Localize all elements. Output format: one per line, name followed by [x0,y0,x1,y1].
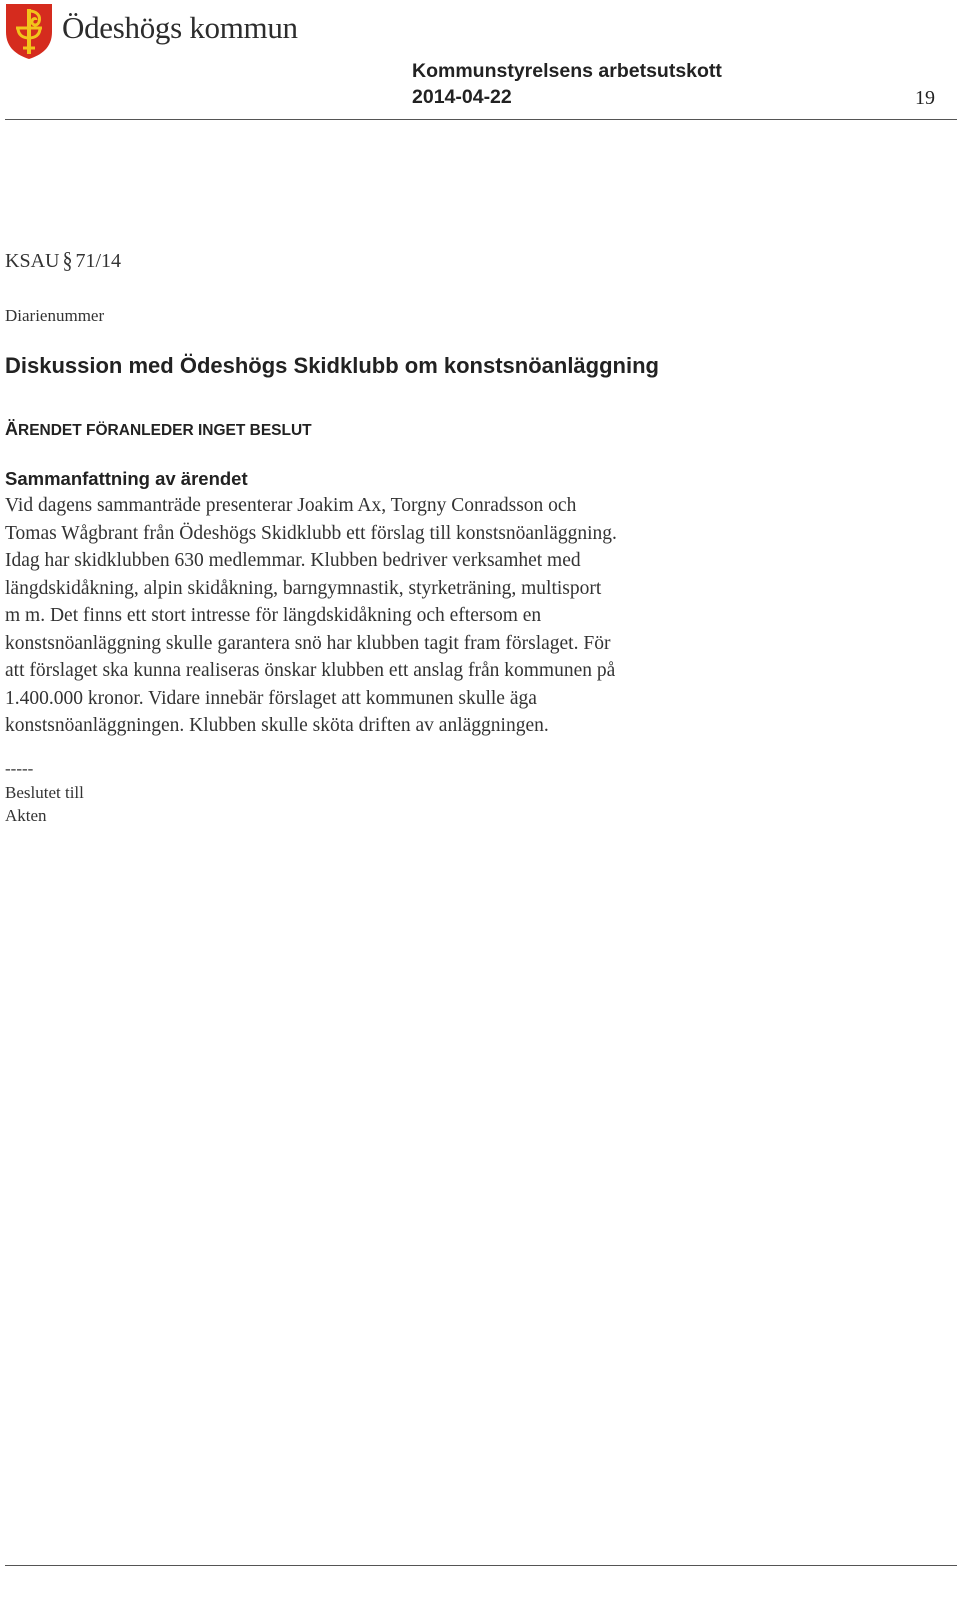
summary-line: att förslaget ska kunna realiseras önskar klubben ett anslag från kommunen på [5,660,616,681]
item-title: Diskussion med Ödeshögs Skidklubb om konstsnöanläggning [5,353,659,378]
decision-status [5,419,312,440]
summary-heading: Sammanfattning av ärendet [5,468,248,489]
committee-name: Kommunstyrelsens arbetsutskott [412,60,722,82]
decision-status-initial: Ä [5,419,18,439]
distribution-recipient: Akten [5,806,47,825]
summary-line: konstsnöanläggningen. Klubben skulle sköta driften av anläggningen. [5,715,549,736]
summary-line: Vid dagens sammanträde presenterar Joakim Ax, Torgny Conradsson och [5,495,577,516]
municipality-logo [4,2,304,60]
footer-divider [5,1565,957,1566]
case-prefix: KSAU [5,250,60,272]
summary-line: Tomas Wågbrant från Ödeshögs Skidklubb ett förslag till konstsnöanläggning. [5,522,617,544]
header-divider [5,119,957,120]
summary-body [5,492,765,740]
decision-status-rest: RENDET FÖRANLEDER INGET BESLUT [18,422,312,439]
logo-text: Ödeshögs kommun [62,10,298,45]
section-sign: § [62,248,73,274]
meeting-date: 2014-04-22 [412,86,512,108]
case-number [5,250,121,273]
coat-of-arms-icon [4,2,54,60]
distribution-separator: ----- [5,759,34,778]
summary-line: konstsnöanläggning skulle garantera snö har klubben tagit fram förslaget. För [5,632,611,654]
summary-line: längdskidåkning, alpin skidåkning, barngymnastik, styrketräning, multisport [5,577,602,599]
summary-line: m m. Det finns ett stort intresse för längdskidåkning och eftersom en [5,605,542,626]
page-header [0,0,960,120]
distribution-label: Beslutet till [5,783,84,802]
page-number: 19 [915,87,935,109]
case-paragraph-number: 71/14 [75,250,122,272]
diary-number-label: Diarienummer [5,306,105,325]
summary-line: Idag har skidklubben 630 medlemmar. Klubben bedriver verksamhet med [5,550,581,571]
summary-line: 1.400.000 kronor. Vidare innebär förslaget att kommunen skulle äga [5,687,537,709]
